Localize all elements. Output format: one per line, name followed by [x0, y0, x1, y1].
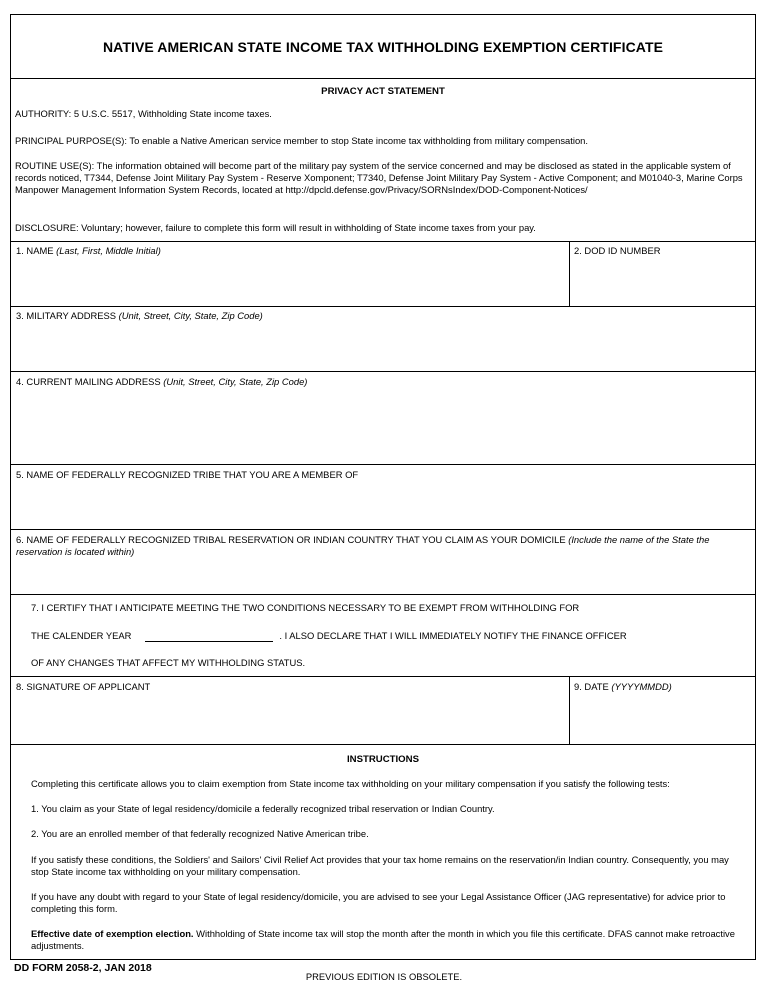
certify-line-2: THE CALENDER YEAR . I ALSO DECLARE THAT I WILL IMMEDIATELY NOTIFY THE FINANCE OFFICER — [31, 630, 627, 641]
instructions-effective-date — [31, 928, 749, 952]
effective-date-text: Withholding of State income tax will stop the month after the month in which you file this certificate. DFAS cannot make retroactive adjustments. — [31, 928, 735, 951]
reservation-label: 6. NAME OF FEDERALLY RECOGNIZED TRIBAL RESERVATION OR INDIAN COUNTRY THAT YOU CLAIM AS YOUR DOMICILE (Include the name of the State the reservation is located within) — [16, 534, 710, 557]
exemption-certificate-form — [10, 14, 756, 960]
privacy-heading: PRIVACY ACT STATEMENT — [321, 86, 445, 97]
authority-text: AUTHORITY: 5 U.S.C. 5517, Withholding State income taxes. — [15, 108, 272, 119]
calendar-year-field[interactable] — [145, 630, 273, 642]
instructions-section — [11, 745, 755, 960]
instructions-para-1: If you satisfy these conditions, the Soldiers' and Sailors' Civil Relief Act provides that your tax home remains on the reservation/in Indian country. Consequently, you may stop State income tax withholding on your military compensation. — [31, 854, 729, 877]
routine-uses-text: ROUTINE USE(S): The information obtained will become part of the military pay system of the service concerned and may be disclosed as stated in the applicable system of records noticed, T7344, Defense Joint Military Pay System - Reserve Xomponent; T7340, Defense Joint Military Pay System - Active Component; and M01040-3, Marine Corps Manpower Management Information System Records, located at http://dpcld.defense.gov/Privacy/SORNsIndex/DOD-Component-Notices/ — [15, 160, 743, 195]
name-dod-divider — [569, 242, 570, 306]
disclosure-text: DISCLOSURE: Voluntary; however, failure to complete this form will result in withholding of State income taxes from your pay. — [15, 222, 536, 233]
instructions-item-2: 2. You are an enrolled member of that federally recognized Native American tribe. — [31, 828, 369, 839]
mailing-address-field[interactable] — [15, 392, 755, 464]
signature-date-divider — [569, 677, 570, 744]
certify-line-3: OF ANY CHANGES THAT AFFECT MY WITHHOLDING STATUS. — [31, 657, 306, 668]
instructions-para-2: If you have any doubt with regard to your State of legal residency/domicile, you are advised to see your Legal Assistance Officer (JAG representative) for advice prior to completing this form. — [31, 891, 726, 914]
certify-line-1: 7. I CERTIFY THAT I ANTICIPATE MEETING THE TWO CONDITIONS NECESSARY TO BE EXEMPT FROM WITHHOLDING FOR — [31, 602, 580, 613]
signature-label: 8. SIGNATURE OF APPLICANT — [16, 681, 151, 692]
privacy-act-section — [11, 78, 755, 242]
instructions-intro: Completing this certificate allows you to claim exemption from State income tax withholding on your military compensation if you satisfy the following tests: — [31, 778, 670, 789]
signature-row — [11, 677, 755, 745]
reservation-field[interactable] — [15, 562, 755, 592]
form-title: NATIVE AMERICAN STATE INCOME TAX WITHHOLDING EXEMPTION CERTIFICATE — [11, 15, 755, 79]
tribe-field[interactable] — [15, 485, 755, 525]
mailing-address-label: 4. CURRENT MAILING ADDRESS (Unit, Street, City, State, Zip Code) — [16, 376, 308, 387]
date-label: 9. DATE (YYYYMMDD) — [574, 681, 672, 692]
tribe-row — [11, 465, 755, 530]
name-label: 1. NAME (Last, First, Middle Initial) — [16, 245, 161, 256]
obsolete-notice: PREVIOUS EDITION IS OBSOLETE. — [305, 971, 463, 982]
form-number: DD FORM 2058-2, JAN 2018 — [14, 962, 152, 974]
dod-id-label: 2. DOD ID NUMBER — [574, 245, 661, 256]
dod-id-field[interactable] — [573, 260, 755, 302]
instructions-heading: INSTRUCTIONS — [347, 754, 419, 765]
date-field[interactable] — [573, 697, 755, 741]
reservation-row — [11, 530, 755, 595]
military-address-row — [11, 307, 755, 372]
signature-field[interactable] — [15, 697, 567, 741]
mailing-address-row — [11, 372, 755, 465]
purpose-text: PRINCIPAL PURPOSE(S): To enable a Native American service member to stop State income tax withholding from military compensation. — [15, 135, 588, 146]
military-address-field[interactable] — [15, 325, 755, 369]
military-address-label: 3. MILITARY ADDRESS (Unit, Street, City, State, Zip Code) — [16, 310, 263, 321]
tribe-label: 5. NAME OF FEDERALLY RECOGNIZED TRIBE THAT YOU ARE A MEMBER OF — [16, 469, 359, 480]
certification-row — [11, 595, 755, 677]
instructions-item-1: 1. You claim as your State of legal residency/domicile a federally recognized tribal reservation or Indian Country. — [31, 803, 495, 814]
name-row — [11, 242, 755, 307]
effective-date-heading: Effective date of exemption election. — [31, 928, 194, 939]
name-field[interactable] — [15, 260, 567, 302]
